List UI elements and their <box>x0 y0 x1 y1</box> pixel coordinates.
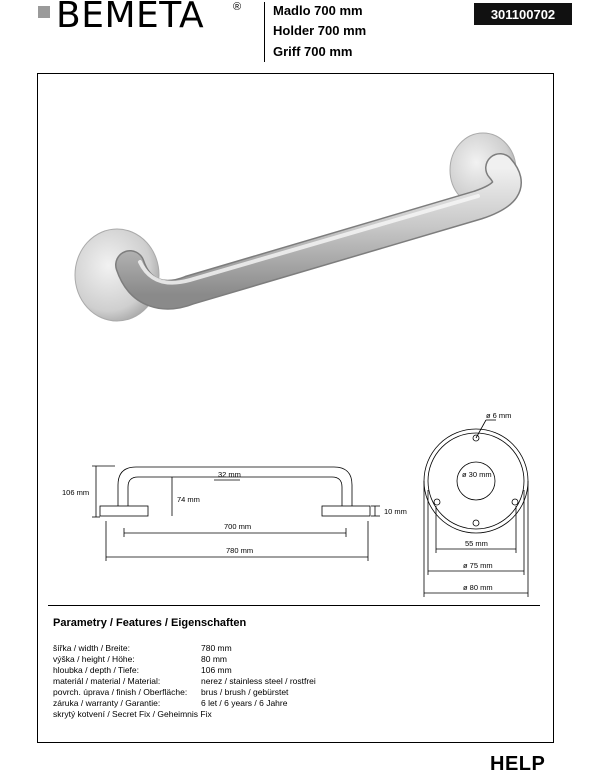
spec-label-height: výška / height / Höhe: <box>53 654 135 664</box>
dim-dia-80: ø 80 mm <box>463 583 493 592</box>
dim-total-780: 780 mm <box>226 546 254 555</box>
spec-label-warranty: záruka / warranty / Garantie: <box>53 698 161 708</box>
rail-tube-shadow <box>130 168 507 295</box>
dim-dia-75: ø 75 mm <box>463 561 493 570</box>
spec-label-secret-fix: skrytý kotvení / Secret Fix / Geheimnis Fix <box>53 709 212 719</box>
registered-mark: ® <box>233 1 242 13</box>
flange-outer-circle <box>424 429 528 533</box>
flange-hole-right <box>512 499 518 505</box>
left-flange-drawing <box>100 506 148 516</box>
dim-hole-6: ø 6 mm <box>486 411 512 420</box>
spec-label-finish: povrch. úprava / finish / Oberfläche: <box>53 687 188 697</box>
grip-inner <box>128 477 342 506</box>
title-de: Griff 700 mm <box>273 44 353 59</box>
dim-flange-10: 10 mm <box>384 507 407 516</box>
flange-hole-bottom <box>473 520 479 526</box>
spec-value-width: 780 mm <box>201 643 232 653</box>
brand-logo: BEMETA <box>56 0 205 36</box>
dim-center-30: ø 30 mm <box>462 470 492 479</box>
dim-height-106: 106 mm <box>62 488 90 497</box>
specs-heading: Parametry / Features / Eigenschaften <box>53 617 247 629</box>
right-flange-drawing <box>322 506 370 516</box>
title-en: Holder 700 mm <box>273 23 367 38</box>
dim-tube-32: 32 mm <box>218 470 241 479</box>
spec-label-material: materiál / material / Material: <box>53 676 161 686</box>
spec-value-material: nerez / stainless steel / rostfrei <box>201 676 316 686</box>
spec-value-finish: brus / brush / gebürstet <box>201 687 289 697</box>
section-divider <box>48 605 540 606</box>
title-cz: Madlo 700 mm <box>273 3 363 18</box>
spec-label-depth: hloubka / depth / Tiefe: <box>53 665 140 675</box>
sku-badge: 301100702 <box>474 3 572 25</box>
dim-inner-700: 700 mm <box>224 522 252 531</box>
dim-spacing-55: 55 mm <box>465 539 488 548</box>
flange-view-drawing <box>424 420 528 597</box>
spec-value-warranty: 6 let / 6 years / 6 Jahre <box>201 698 288 708</box>
spec-label-width: šířka / width / Breite: <box>53 643 130 653</box>
flange-mid-circle <box>428 433 524 529</box>
product-image <box>75 133 516 321</box>
help-label: HELP <box>490 753 546 775</box>
dim-inner-74: 74 mm <box>177 495 200 504</box>
spec-value-height: 80 mm <box>201 654 227 664</box>
flange-hole-left <box>434 499 440 505</box>
flange-center-circle <box>457 462 495 500</box>
spec-value-depth: 106 mm <box>201 665 232 675</box>
